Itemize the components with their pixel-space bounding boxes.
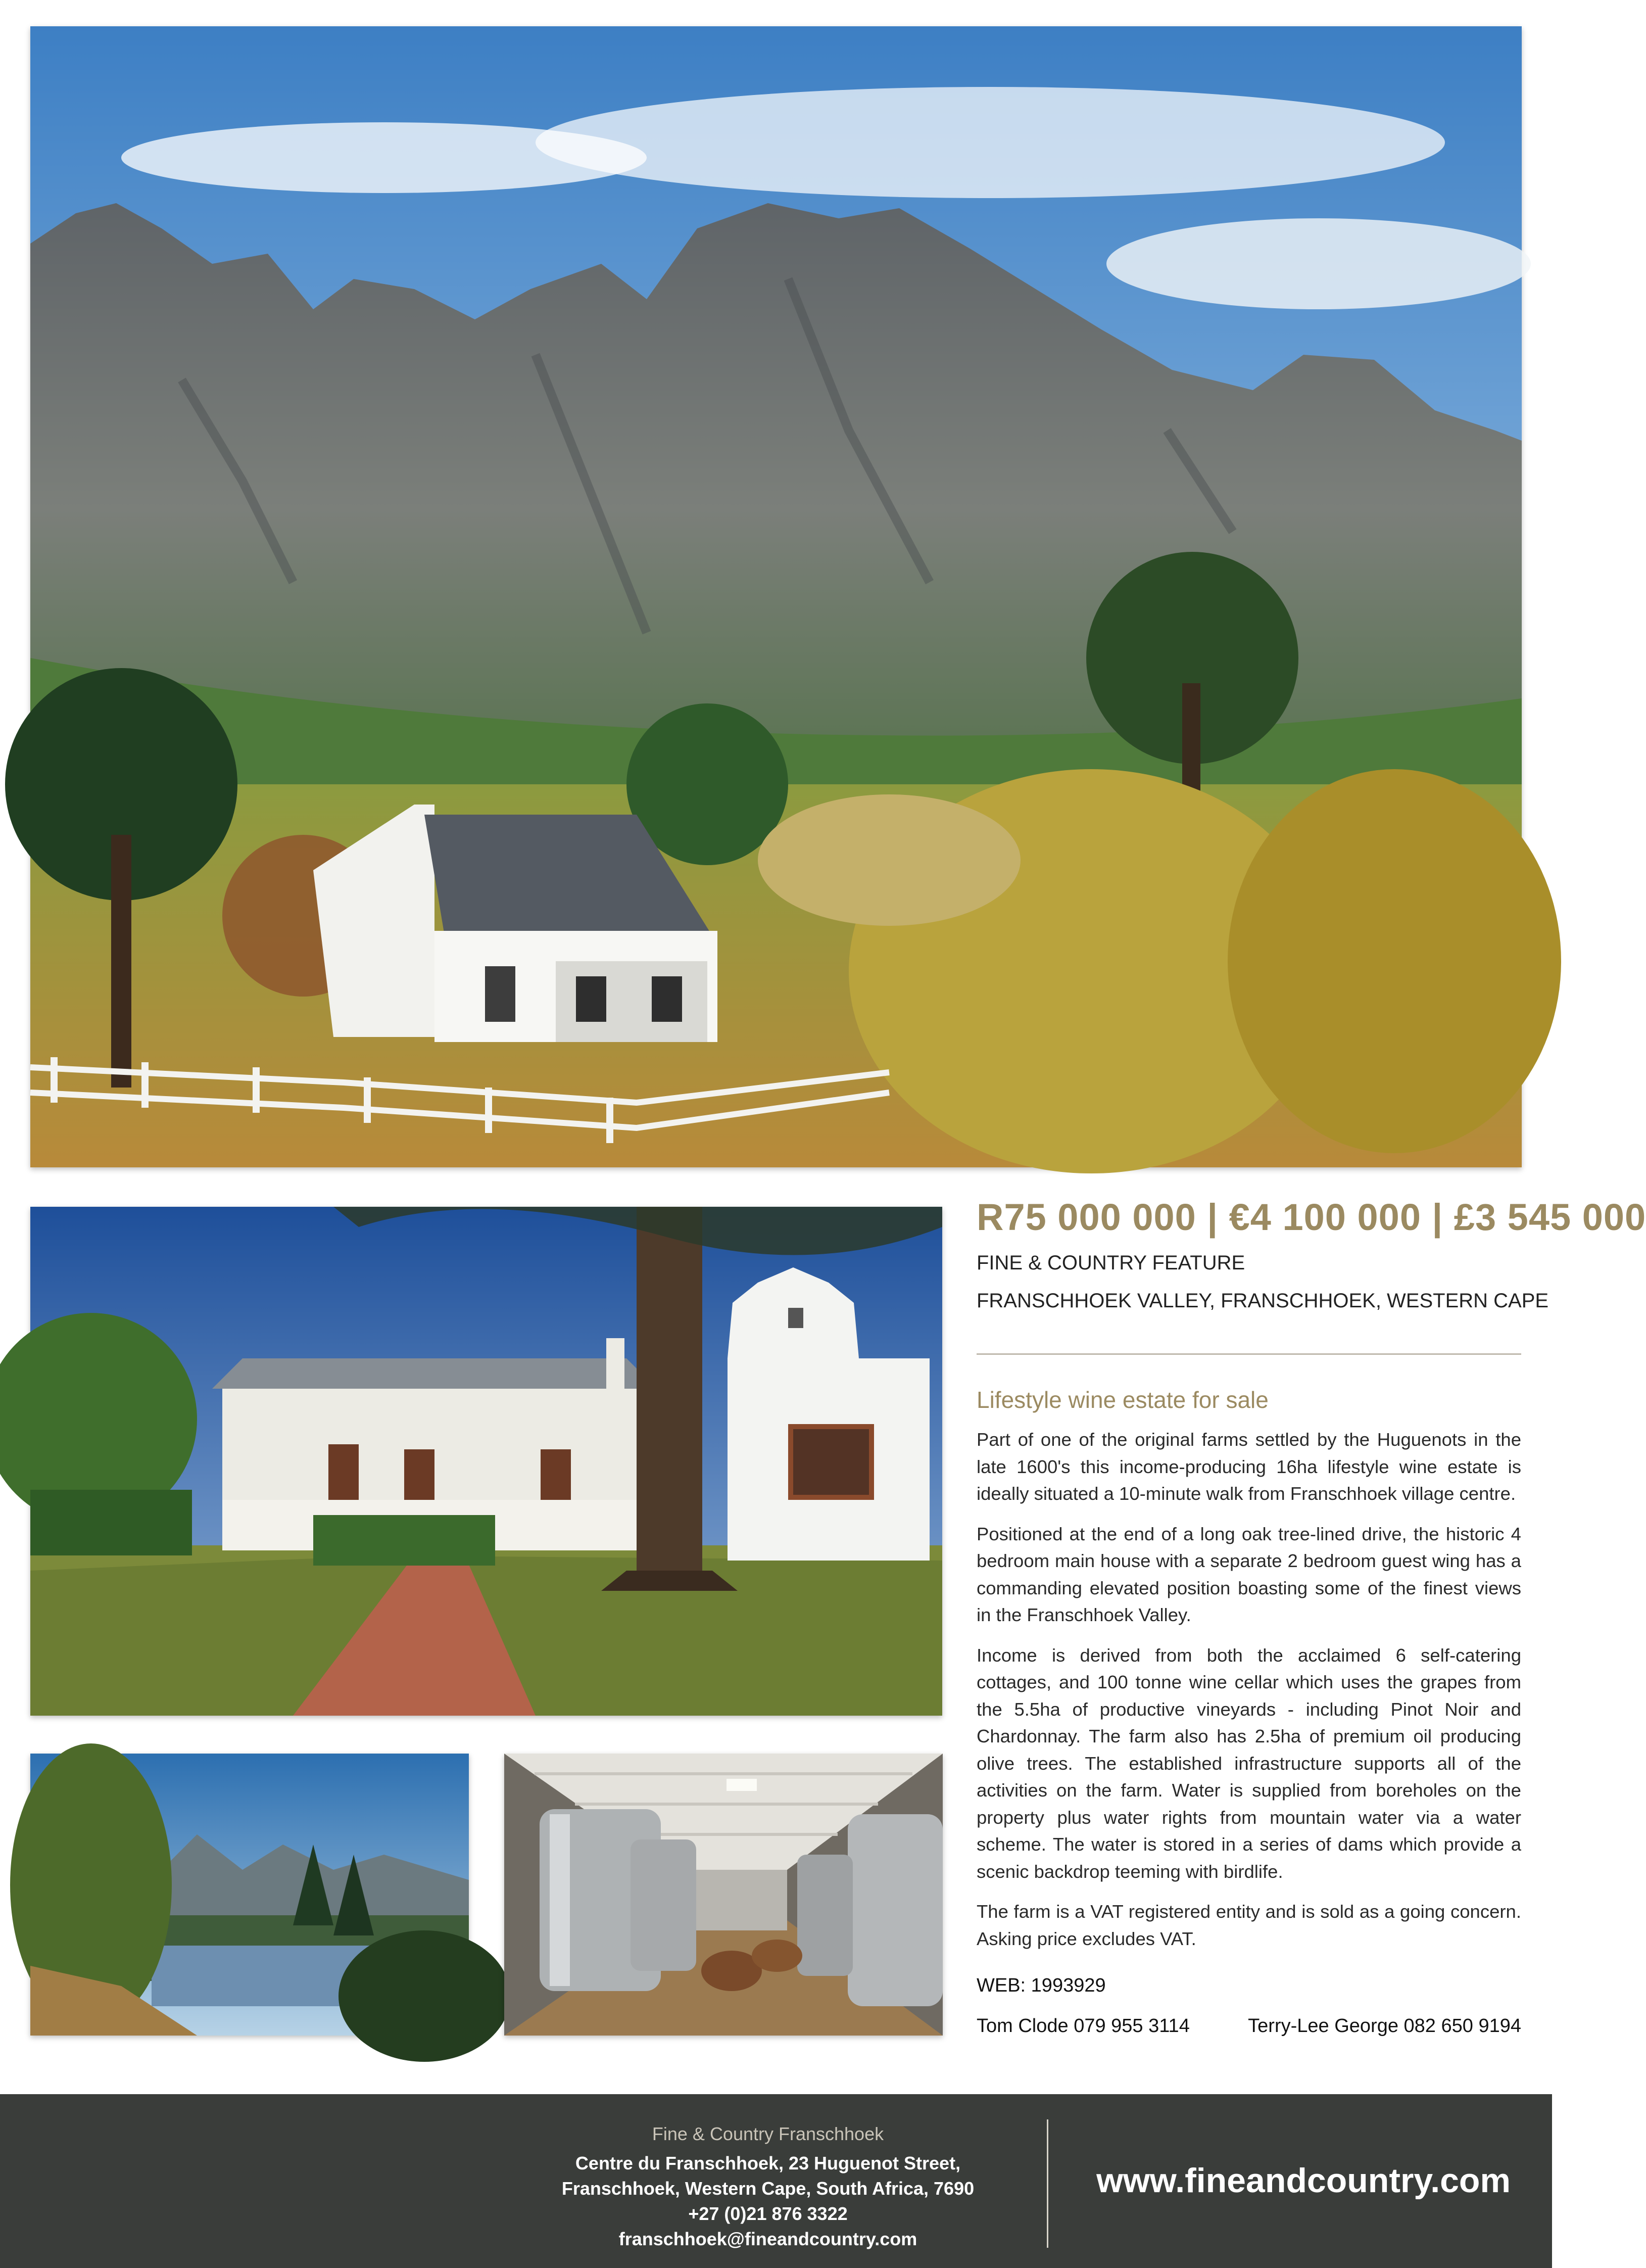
agent-contact: Tom Clode 079 955 3114 bbox=[977, 2015, 1190, 2037]
footer bbox=[0, 2094, 1552, 2268]
agent-contact: Terry-Lee George 082 650 9194 bbox=[1248, 2015, 1521, 2037]
footer-divider bbox=[1047, 2119, 1048, 2248]
address-line: Franschhoek, Western Cape, South Africa, 7690 bbox=[561, 2178, 975, 2199]
agent-contacts bbox=[977, 2015, 1521, 2037]
listing-heading: Lifestyle wine estate for sale bbox=[977, 1387, 1269, 1413]
web-reference: WEB: 1993929 bbox=[977, 1975, 1106, 1996]
office-email[interactable]: franschhoek@fineandcountry.com bbox=[618, 2229, 917, 2249]
listing-description bbox=[977, 1426, 1521, 1965]
wine-cellar-photo bbox=[504, 1754, 943, 2036]
feature-label: FINE & COUNTRY FEATURE bbox=[977, 1252, 1245, 1274]
description-paragraph: Part of one of the original farms settled by the Huguenots in the late 1600's this income-producing 16ha lifestyle wine estate is ideally situated a 10-minute walk from Franschhoek village centre. bbox=[977, 1429, 1521, 1504]
dam-landscape-photo bbox=[30, 1754, 469, 2036]
description-paragraph: The farm is a VAT registered entity and is sold as a going concern. Asking price excludes VAT. bbox=[977, 1901, 1521, 1949]
office-name: Fine & Country Franschhoek bbox=[652, 2123, 884, 2144]
hero-photo bbox=[30, 26, 1522, 1167]
property-location: FRANSCHHOEK VALLEY, FRANSCHHOEK, WESTERN CAPE bbox=[977, 1290, 1549, 1312]
website-link[interactable]: www.fineandcountry.com bbox=[1096, 2161, 1511, 2200]
manor-house-photo bbox=[30, 1207, 942, 1716]
asking-price: R75 000 000 | €4 100 000 | £3 545 000 bbox=[977, 1196, 1646, 1238]
office-phone: +27 (0)21 876 3322 bbox=[688, 2203, 848, 2224]
office-contact-block bbox=[515, 2151, 1021, 2252]
description-paragraph: Income is derived from both the acclaimed 6 self-catering cottages, and 100 tonne wine cellar which uses the grapes from the 5.5ha of productive vineyards - including Pinot Noir and Chardonnay. The farm also has 2.5ha of premium oil producing olive trees. The established infrastructure supports all of the activities on the farm. Water is supplied from boreholes on the property plus water rights from mountain water via a water scheme. The water is stored in a series of dams which provide a scenic backdrop teeming with birdlife. bbox=[977, 1644, 1521, 1882]
description-paragraph: Positioned at the end of a long oak tree-lined drive, the historic 4 bedroom main house with a separate 2 bedroom guest wing has a commanding elevated position boasting some of the finest views in the Franschhoek Valley. bbox=[977, 1523, 1521, 1625]
section-divider bbox=[977, 1353, 1521, 1355]
address-line: Centre du Franschhoek, 23 Huguenot Street, bbox=[575, 2153, 961, 2174]
